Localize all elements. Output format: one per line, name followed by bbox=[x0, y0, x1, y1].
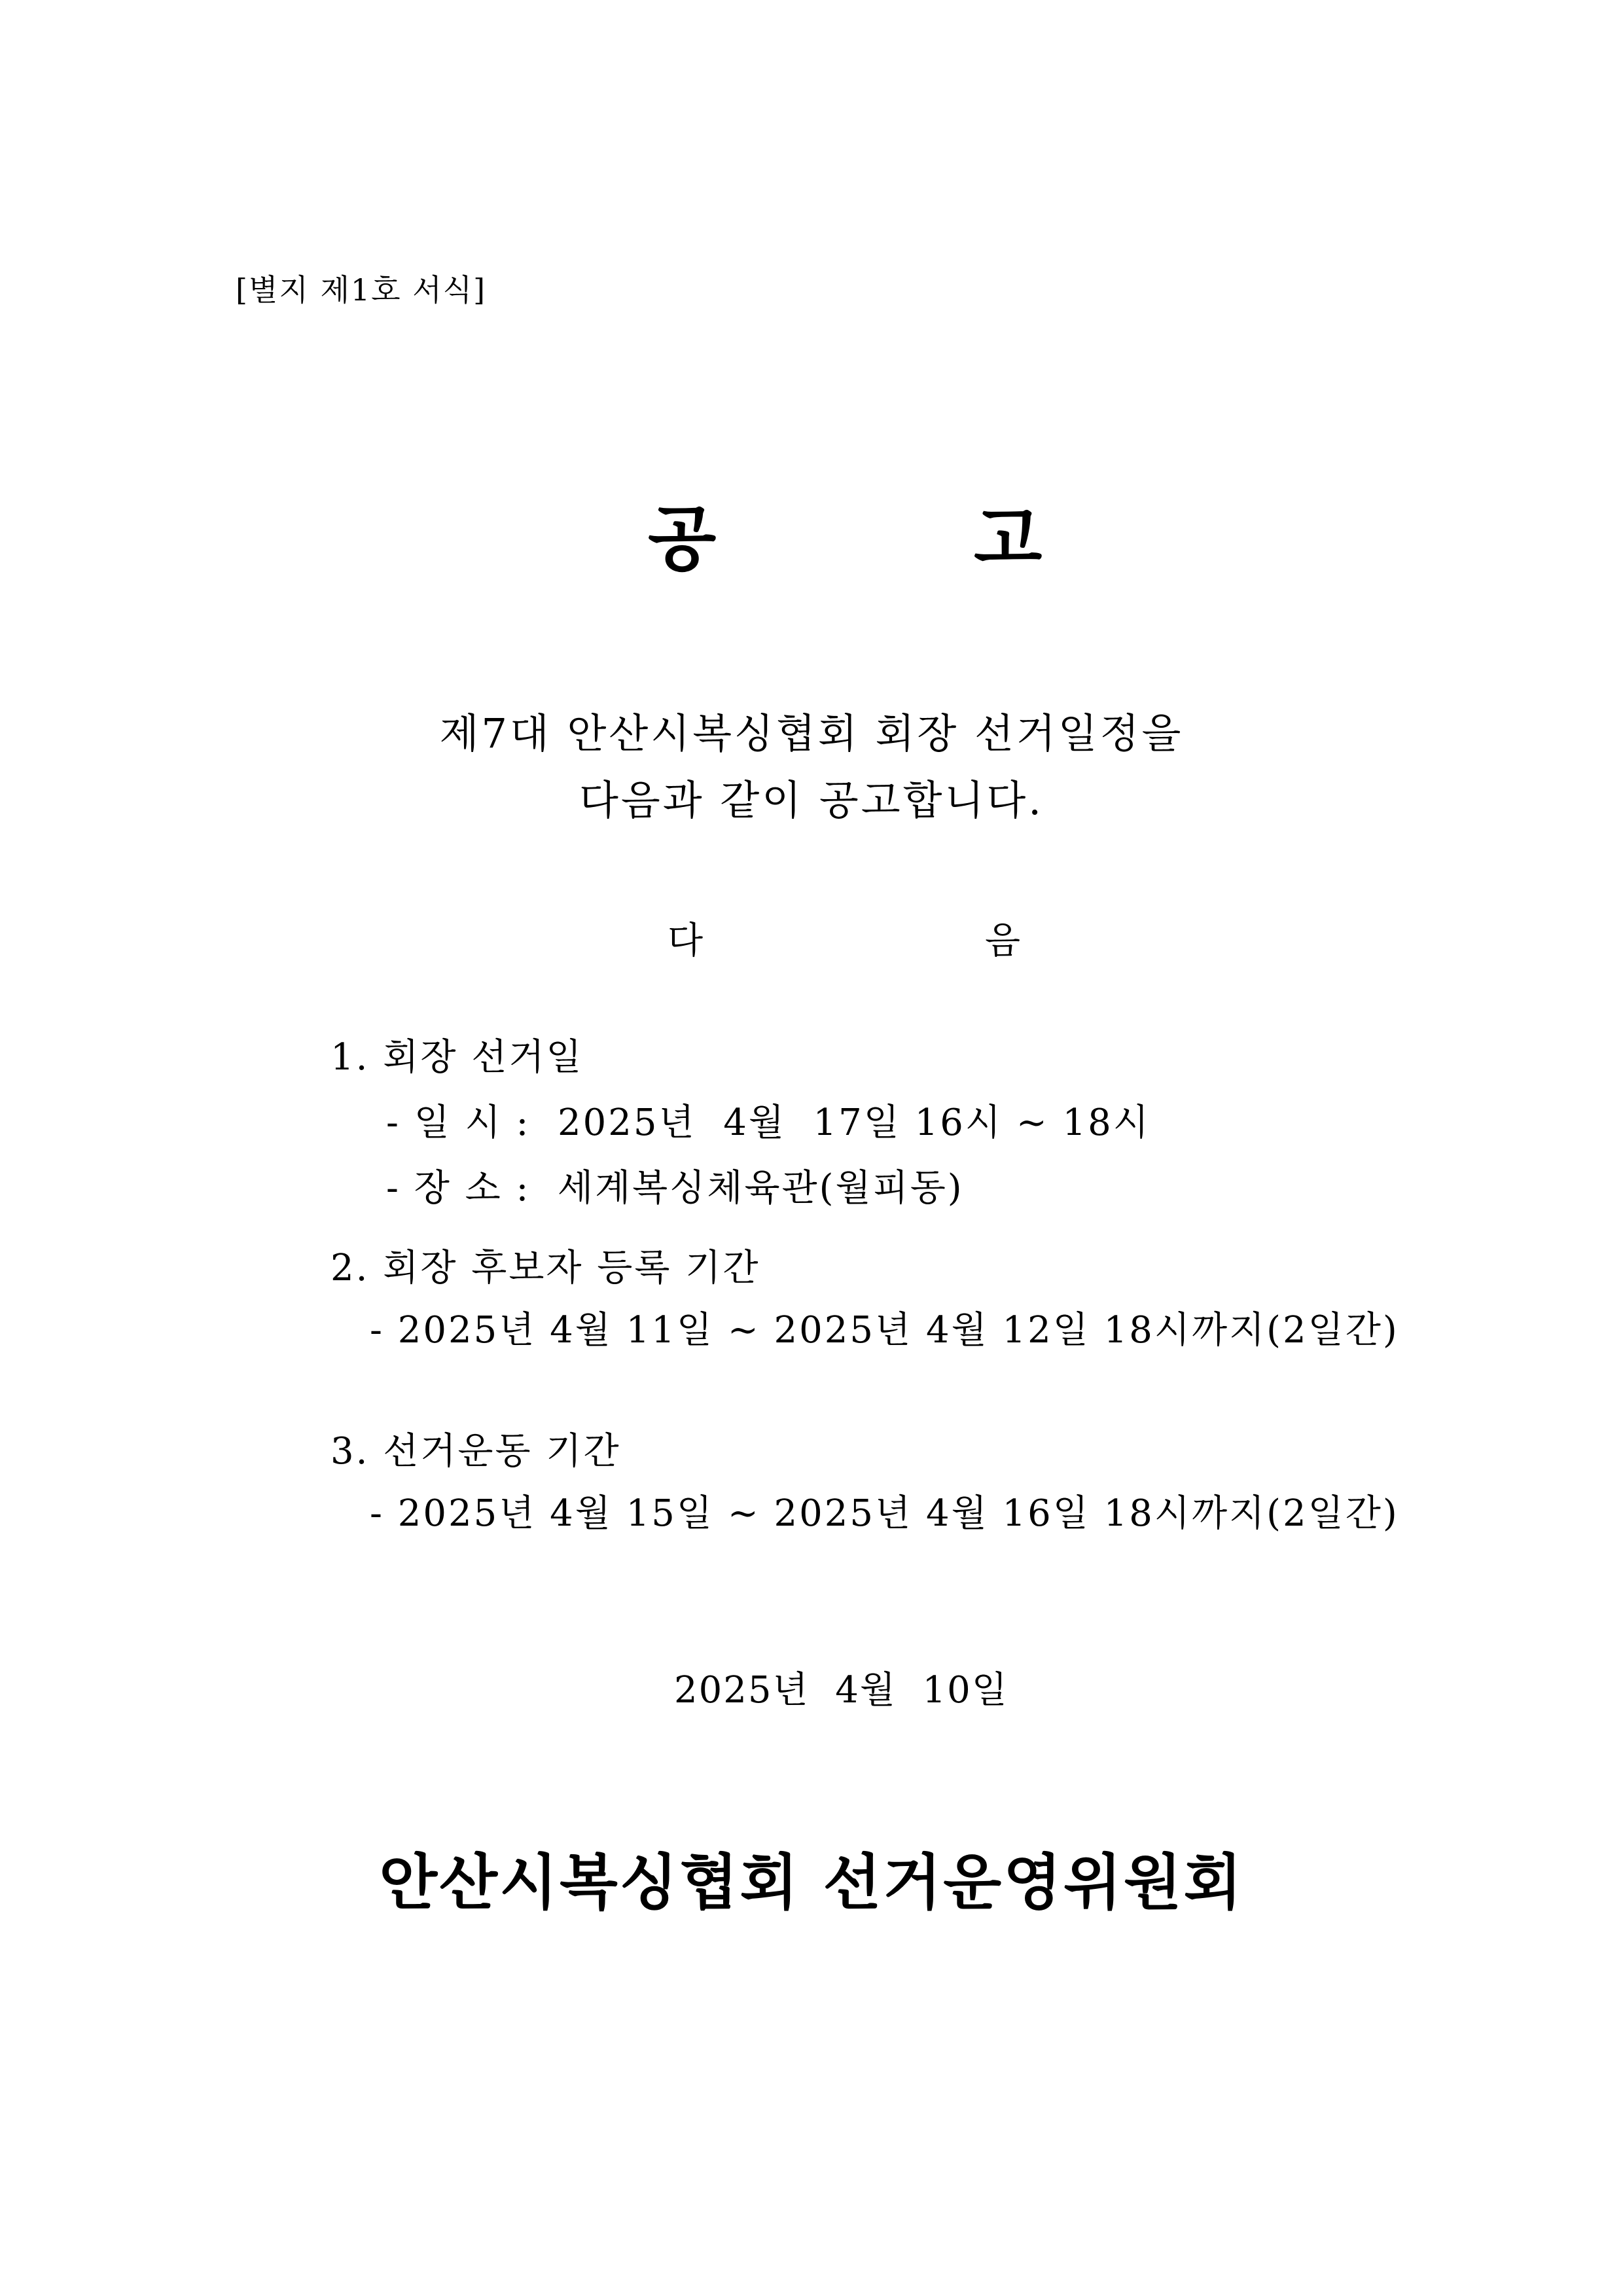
section-heading-second-char: 음 bbox=[985, 920, 1021, 962]
section-heading-first-char: 다 bbox=[668, 920, 704, 962]
issuer-signature: 안산시복싱협회 선거운영위원회 bbox=[379, 1847, 1244, 1918]
section-3-title: 3. 선거운동 기간 bbox=[330, 1430, 621, 1473]
section-3-period: - 2025년 4월 15일 ~ 2025년 4월 16일 18시까지(2일간) bbox=[370, 1492, 1399, 1535]
intro-line-2: 다음과 같이 공고합니다. bbox=[579, 776, 1044, 824]
section-2-period: - 2025년 4월 11일 ~ 2025년 4월 12일 18시까지(2일간) bbox=[370, 1309, 1399, 1352]
section-1-venue: - 장 소 : 세계복싱체육관(월피동) bbox=[386, 1167, 964, 1210]
announcement-date: 2025년 4월 10일 bbox=[674, 1669, 1008, 1712]
intro-line-1: 제7대 안산시복싱협회 회장 선거일정을 bbox=[439, 709, 1184, 757]
form-number-label: [별지 제1호 서식] bbox=[236, 272, 487, 308]
section-2-title: 2. 회장 후보자 등록 기간 bbox=[330, 1247, 760, 1289]
document-title-second-char: 고 bbox=[974, 498, 1043, 581]
section-1-title: 1. 회장 선거일 bbox=[330, 1036, 584, 1079]
section-1-datetime: - 일 시 : 2025년 4월 17일 16시 ~ 18시 bbox=[386, 1102, 1150, 1144]
document-title-first-char: 공 bbox=[648, 498, 717, 581]
